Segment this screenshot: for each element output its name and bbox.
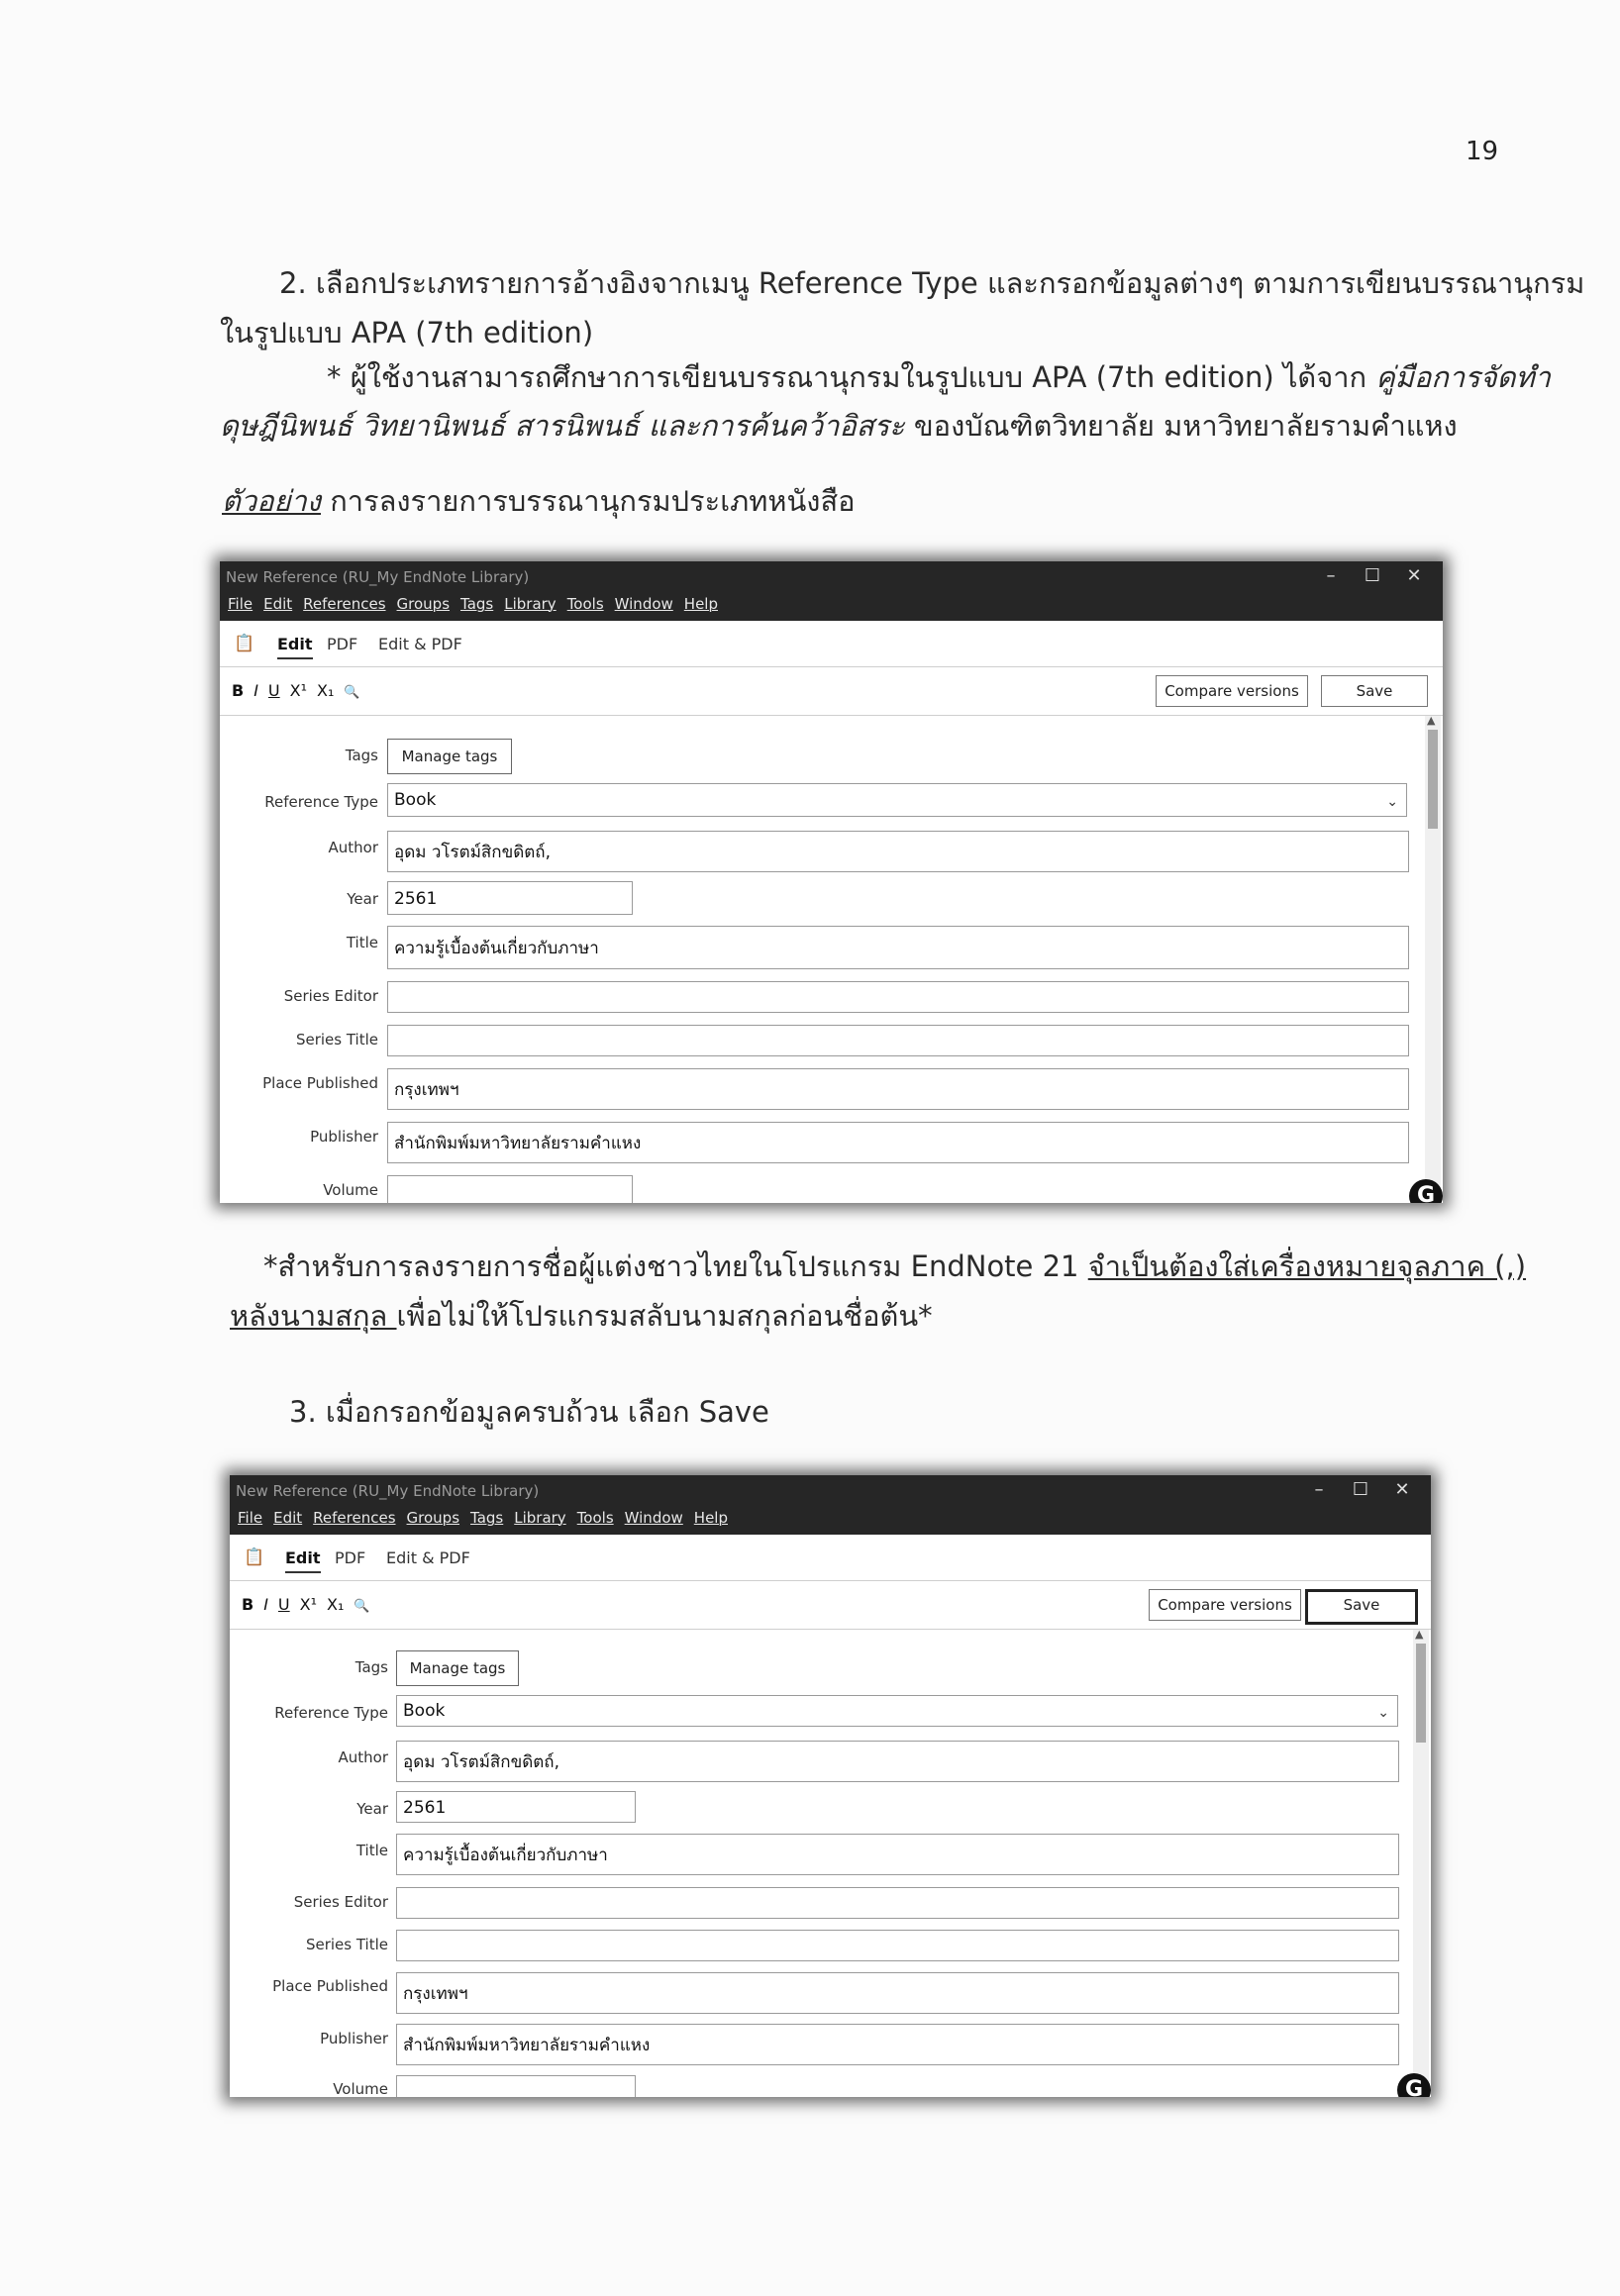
label-title: Title [355,1842,388,1859]
guide-title-italic-1: คู่มือการจัดทำ [1375,360,1551,394]
series-title-field[interactable] [396,1930,1399,1961]
label-volume: Volume [333,2080,388,2097]
series-editor-field[interactable] [396,1887,1399,1919]
menu-tools[interactable]: Tools [576,1509,614,1527]
scrollbar[interactable] [1425,716,1441,1203]
close-button[interactable]: ✕ [1394,1479,1410,1500]
thai-note-plain-1: *สำหรับการลงรายการชื่อผู้แต่งชาวไทยในโปรแกรม EndNote 21 [263,1249,1088,1283]
maximize-button[interactable]: ☐ [1364,565,1381,586]
publisher-field[interactable]: สำนักพิมพ์มหาวิทยาลัยรามคำแหง [387,1122,1409,1163]
label-title: Title [346,934,378,951]
step2-note-line1 [327,353,1551,401]
year-field[interactable]: 2561 [396,1791,636,1823]
bold-button[interactable]: B [242,1595,254,1614]
title-field[interactable]: ความรู้เบื้องต้นเกี่ยวกับภาษา [387,926,1409,969]
label-author: Author [338,1748,388,1766]
title-bar [220,561,1443,621]
scrollbar-thumb[interactable] [1416,1644,1426,1743]
window-controls [1298,1479,1423,1500]
label-series-title: Series Title [295,1031,378,1048]
menu-help[interactable]: Help [693,1509,728,1527]
year-field[interactable]: 2561 [387,881,633,915]
menu-bar [238,1509,739,1527]
manage-tags-button[interactable]: Manage tags [387,739,512,774]
clipboard-icon[interactable]: 📋 [234,634,255,653]
step2-note-line2 [220,402,1458,449]
author-field[interactable]: อุดม วโรตม์สิกขดิตถ์, [387,831,1409,872]
tab-edit[interactable]: Edit [277,635,313,659]
maximize-button[interactable]: ☐ [1352,1479,1369,1500]
tab-row [220,621,1443,667]
minimize-button[interactable]: – [1326,565,1336,586]
label-tags: Tags [354,1658,388,1676]
title-field[interactable]: ความรู้เบื้องต้นเกี่ยวกับภาษา [396,1834,1399,1875]
label-place-published: Place Published [262,1074,378,1092]
menu-bar [228,595,729,613]
reference-type-value: Book [394,790,437,810]
thai-note-underlined-2: หลังนามสกุล [230,1299,397,1333]
search-icon[interactable]: 🔍 [354,1599,370,1614]
grammarly-icon[interactable]: G [1409,1179,1443,1203]
scrollbar-thumb[interactable] [1428,730,1438,829]
author-field[interactable]: อุดม วโรตม์สิกขดิตถ์, [396,1741,1399,1782]
menu-help[interactable]: Help [683,595,718,613]
reference-type-select[interactable] [387,783,1407,817]
tab-edit[interactable]: Edit [285,1548,321,1573]
minimize-button[interactable]: – [1314,1479,1324,1500]
chevron-down-icon: ⌄ [1386,794,1398,810]
underline-button[interactable]: U [277,1595,290,1614]
italic-button[interactable]: I [263,1595,268,1614]
note-plain-1: * ผู้ใช้งานสามารถศึกษาการเขียนบรรณานุกรมในรูปแบบ APA (7th edition) ได้จาก [327,360,1376,394]
page-number: 19 [1466,137,1499,166]
scrollbar[interactable] [1413,1630,1429,2097]
thai-note-plain-2: เพื่อไม่ให้โปรแกรมสลับนามสกุลก่อนชื่อต้น* [396,1299,933,1333]
example-text: การลงรายการบรรณานุกรมประเภทหนังสือ [320,484,856,518]
tab-row [230,1535,1431,1581]
menu-tools[interactable]: Tools [566,595,604,613]
publisher-field[interactable]: สำนักพิมพ์มหาวิทยาลัยรามคำแหง [396,2024,1399,2065]
label-reference-type: Reference Type [274,1704,388,1722]
menu-groups[interactable]: Groups [406,1509,460,1527]
menu-window[interactable]: Window [624,1509,683,1527]
step2-line2: ในรูปแบบ APA (7th edition) [220,316,594,349]
subscript-button[interactable]: X₁ [317,681,335,700]
label-series-editor: Series Editor [283,987,378,1005]
reference-type-value: Book [403,1701,446,1721]
step3-text: 3. เมื่อกรอกข้อมูลครบถ้วน เลือก Save [289,1395,769,1429]
label-publisher: Publisher [320,2030,388,2047]
menu-file[interactable]: File [228,595,253,613]
volume-field[interactable] [396,2075,636,2097]
compare-versions-button[interactable]: Compare versions [1149,1589,1301,1621]
save-button[interactable]: Save [1321,675,1428,707]
label-reference-type: Reference Type [264,793,378,811]
label-series-editor: Series Editor [293,1893,388,1911]
label-series-title: Series Title [305,1936,388,1953]
title-bar [230,1475,1431,1535]
example-label: ตัวอย่าง [222,484,321,518]
compare-versions-button[interactable]: Compare versions [1156,675,1308,707]
example-caption [222,477,856,525]
tab-edit-pdf[interactable]: Edit & PDF [386,1548,470,1567]
menu-file[interactable]: File [238,1509,263,1527]
clipboard-icon[interactable]: 📋 [244,1547,265,1567]
series-title-field[interactable] [387,1025,1409,1056]
series-editor-field[interactable] [387,981,1409,1013]
step2-line1: 2. เลือกประเภทรายการอ้างอิงจากเมนู Reference Type และกรอกข้อมูลต่างๆ ตามการเขียนบรรณานุกรม [279,266,1585,300]
close-button[interactable]: ✕ [1406,565,1422,586]
label-place-published: Place Published [272,1977,388,1995]
window-title: New Reference (RU_My EndNote Library) [236,1482,540,1500]
menu-library[interactable]: Library [504,595,557,613]
tab-edit-pdf[interactable]: Edit & PDF [378,635,462,653]
reference-type-select[interactable] [396,1695,1398,1727]
tab-pdf[interactable]: PDF [335,1548,366,1567]
endnote-window-1 [220,561,1443,1203]
thai-note-underlined-1: จำเป็นต้องใส่เครื่องหมายจุลภาค (,) [1087,1249,1527,1283]
place-published-field[interactable]: กรุงเทพฯ [396,1972,1399,2014]
tab-pdf[interactable]: PDF [327,635,358,653]
label-volume: Volume [323,1181,378,1199]
label-year: Year [347,890,378,908]
save-button[interactable]: Save [1305,1589,1418,1625]
reference-form [220,716,1443,1203]
subscript-button[interactable]: X₁ [327,1595,345,1614]
menu-tags[interactable]: Tags [470,1509,504,1527]
label-publisher: Publisher [310,1128,378,1146]
underline-button[interactable]: U [267,681,280,700]
bold-button[interactable]: B [232,681,245,700]
volume-field[interactable] [387,1175,633,1203]
note-plain-2: ของบัณฑิตวิทยาลัย มหาวิทยาลัยรามคำแหง [904,409,1458,443]
chevron-down-icon: ⌄ [1377,1705,1389,1721]
menu-window[interactable]: Window [614,595,673,613]
superscript-button[interactable]: X¹ [299,1595,318,1614]
endnote-window-2 [230,1475,1431,2097]
menu-groups[interactable]: Groups [396,595,451,613]
menu-library[interactable]: Library [514,1509,566,1527]
reference-form [230,1630,1431,2097]
scroll-up-icon[interactable]: ▲ [1415,1628,1424,1641]
italic-button[interactable]: I [253,681,258,700]
manage-tags-button[interactable]: Manage tags [396,1650,519,1686]
thai-note-line1 [263,1243,1526,1290]
menu-tags[interactable]: Tags [460,595,494,613]
scroll-up-icon[interactable]: ▲ [1427,714,1436,727]
search-icon[interactable]: 🔍 [344,685,360,700]
window-title: New Reference (RU_My EndNote Library) [226,568,530,586]
place-published-field[interactable]: กรุงเทพฯ [387,1068,1409,1110]
thai-note-line2 [230,1292,933,1340]
label-year: Year [356,1800,388,1818]
grammarly-icon[interactable]: G [1397,2073,1431,2097]
window-controls [1310,565,1435,586]
menu-references[interactable]: References [303,595,386,613]
label-tags: Tags [345,747,378,764]
label-author: Author [328,839,378,856]
menu-edit[interactable]: Edit [263,595,293,613]
superscript-button[interactable]: X¹ [289,681,308,700]
guide-title-italic-2: ดุษฎีนิพนธ์ วิทยานิพนธ์ สารนิพนธ์ และการค้นคว้าอิสระ [220,409,905,443]
format-toolbar [230,1581,1431,1630]
format-toolbar [220,667,1443,716]
menu-edit[interactable]: Edit [273,1509,303,1527]
menu-references[interactable]: References [313,1509,396,1527]
